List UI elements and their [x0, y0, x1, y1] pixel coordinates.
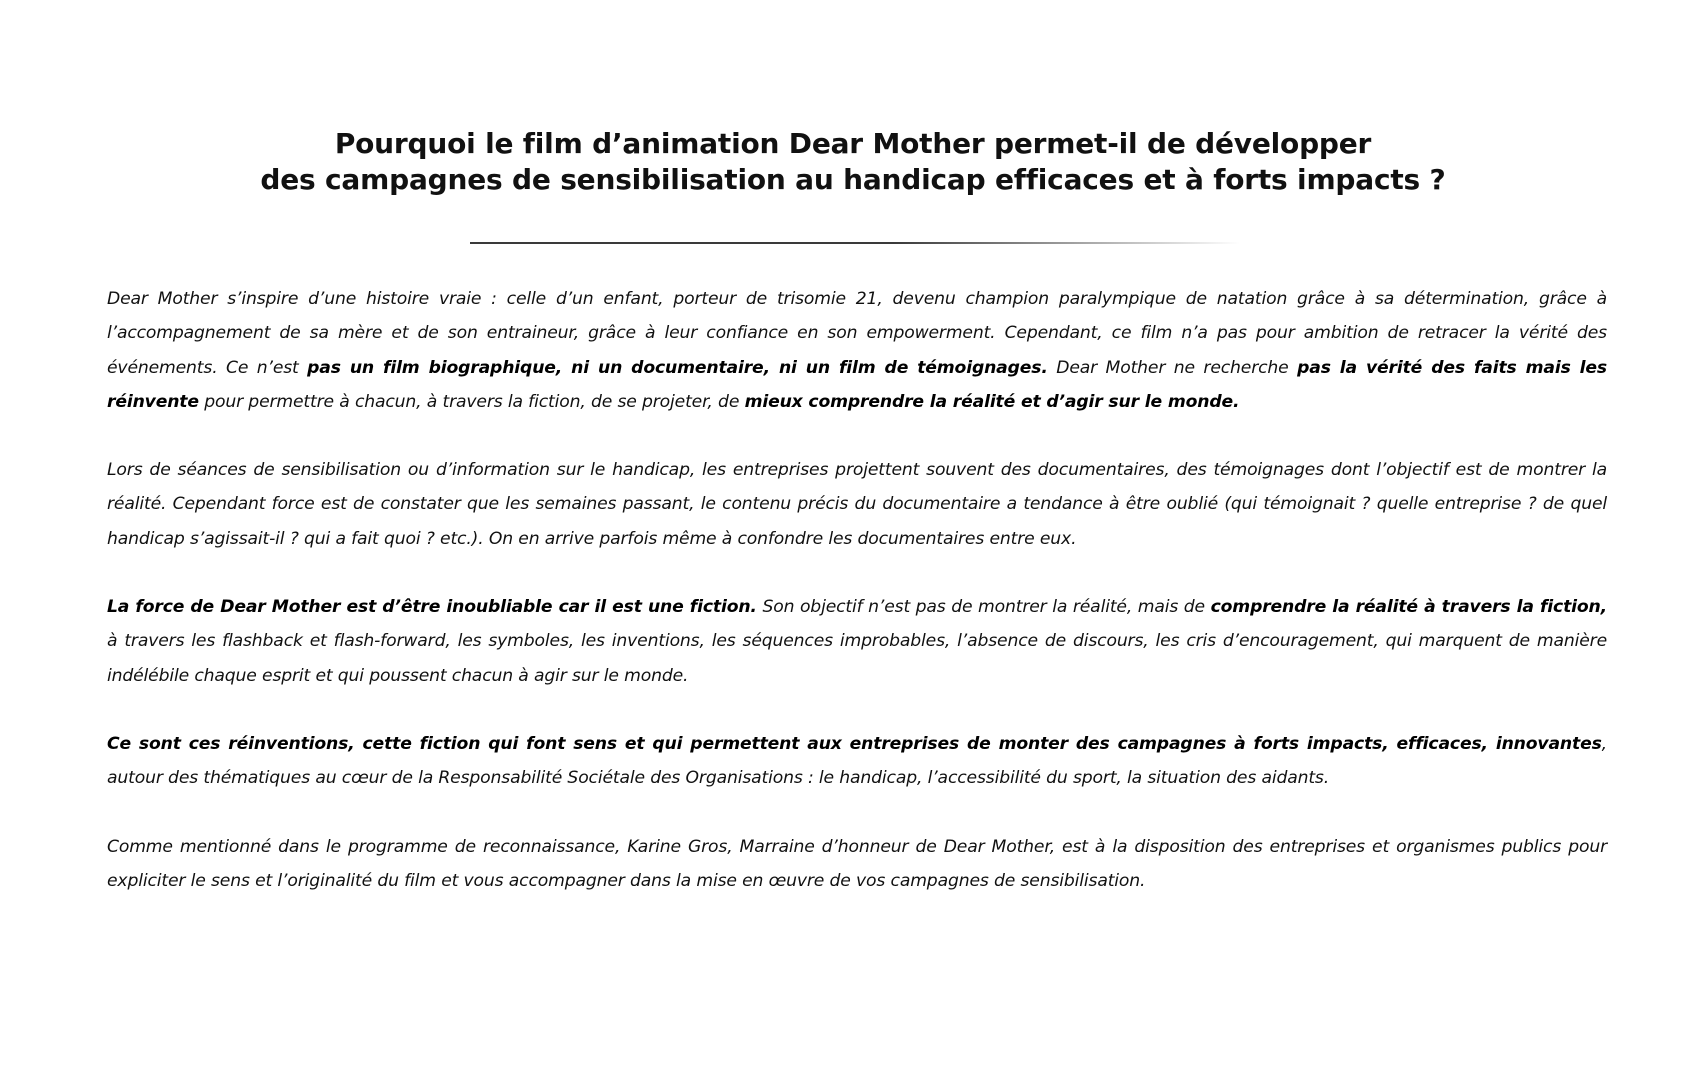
text-segment: Dear Mother s’inspire d’une histoire vraie : celle d’un enfant, porteur de trisomie 21, devenu champion paralympique de natation grâce à sa détermination, grâce à l’accompagnement de sa mère et de son entraineur, grâce à leur confiance en son empowerment. Cependant, ce film n’a pas pour ambition de retracer la vérité des événements. Ce n’est — [107, 289, 1607, 378]
text-segment: Son objectif n’est pas de montrer la réalité, mais de — [756, 597, 1211, 618]
emphasis-segment: pas la vérité des faits mais les réinvente — [107, 357, 1607, 412]
page-title — [180, 126, 1526, 198]
text-segment: pour permettre à chacun, à travers la fiction, de se projeter, de — [198, 391, 745, 412]
emphasis-segment: La force de Dear Mother est d’être inoubliable car il est une fiction. — [107, 597, 757, 618]
emphasis-segment: mieux comprendre la réalité et d’agir sur le monde. — [744, 391, 1240, 412]
paragraph-contact — [107, 830, 1607, 899]
article-body — [107, 282, 1607, 932]
emphasis-segment: pas un film biographique, ni un documentaire, ni un film de témoignages. — [307, 357, 1048, 378]
text-segment: à travers les flashback et flash-forward, les symboles, les inventions, les séquences improbables, l’absence de discours, les cris d’encouragement, qui marquent de manière indélébile chaque esprit et qui poussent chacun à agir sur le monde. — [107, 631, 1607, 686]
emphasis-segment: comprendre la réalité à travers la fiction, — [1210, 597, 1608, 618]
title-divider — [470, 242, 1240, 244]
emphasis-segment: Ce sont ces réinventions, cette fiction qui font sens et qui permettent aux entreprises de monter des campagnes à forts impacts, efficaces, innovantes — [107, 733, 1602, 754]
text-segment: Dear Mother ne recherche — [1047, 357, 1298, 378]
page-title-line-2: des campagnes de sensibilisation au handicap efficaces et à forts impacts ? — [260, 163, 1446, 196]
page-title-line-1: Pourquoi le film d’animation Dear Mother permet-il de développer — [334, 127, 1372, 160]
text-segment: Comme mentionné dans le programme de reconnaissance, Karine Gros, Marraine d’honneur de Dear Mother, est à la disposition des entreprises et organismes publics pour expliciter le sens et l’originalité du film et vous accompagner dans la mise en œuvre de vos campagnes de sensibilisation. — [107, 836, 1607, 891]
text-segment: , autour des thématiques au cœur de la Responsabilité Sociétale des Organisations : le handicap, l’accessibilité du sport, la situation des aidants. — [107, 733, 1607, 789]
paragraph-campaigns — [107, 727, 1607, 796]
text-segment: Lors de séances de sensibilisation ou d’information sur le handicap, les entreprises projettent souvent des documentaires, des témoignages dont l’objectif est de montrer la réalité. Cependant force est de constater que les semaines passant, le contenu précis du documentaire a tendance à être oublié (qui témoignait ? quelle entreprise ? de quel handicap s’agissait-il ? qui a fait quoi ? etc.). On en arrive parfois même à confondre les documentaires entre eux. — [107, 460, 1607, 549]
paragraph-fiction-strength — [107, 590, 1607, 693]
paragraph-inspiration — [107, 282, 1607, 419]
paragraph-documentaries — [107, 453, 1607, 556]
